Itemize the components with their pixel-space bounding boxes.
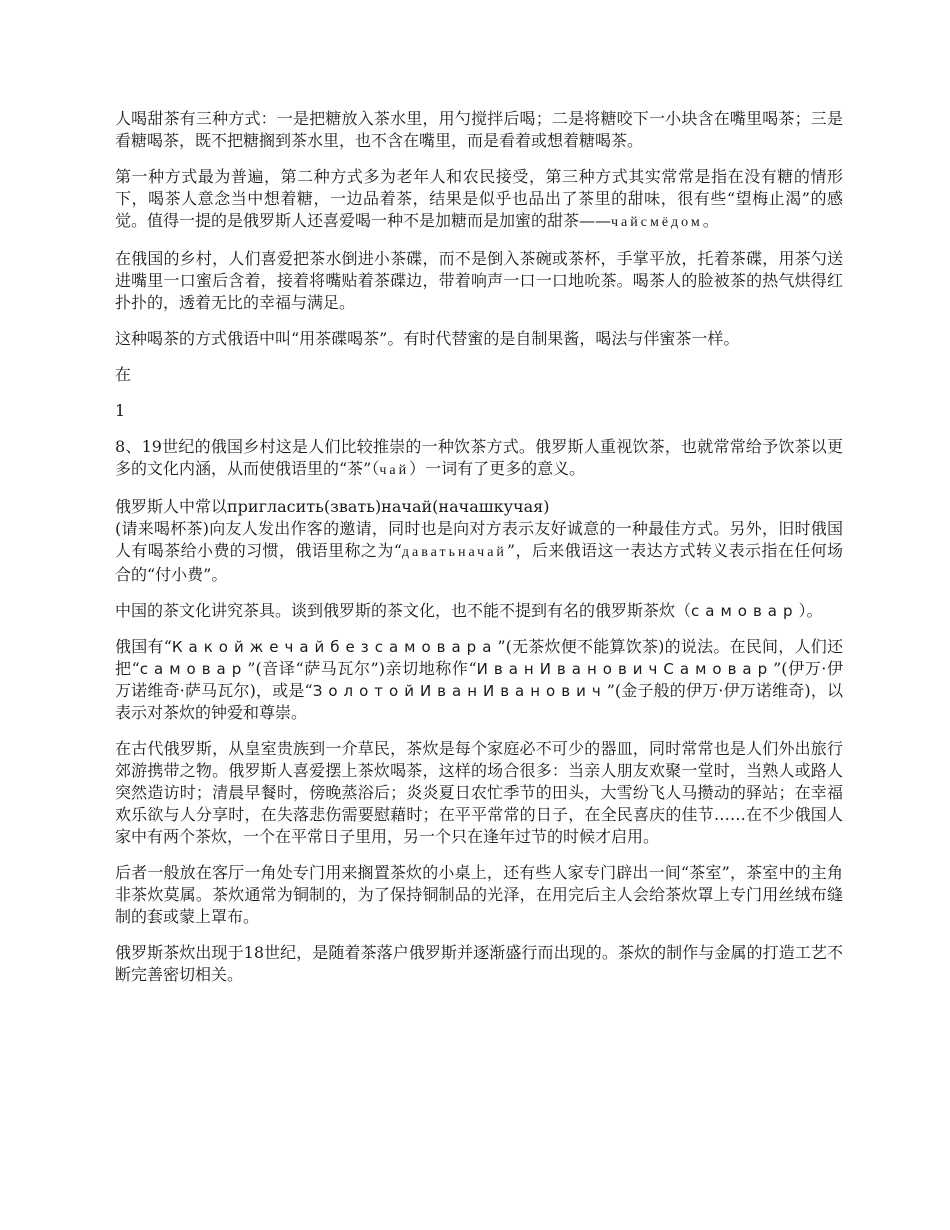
paragraph-text: ”(金子般的伊万·伊万诺维奇)，以表示对茶炊的钟爱和尊崇。 <box>115 681 843 722</box>
paragraph-text: 在 <box>115 365 132 384</box>
paragraph-samovar-origin <box>115 942 843 986</box>
paragraph-common-method <box>115 166 843 234</box>
paragraph-fragment-1 <box>115 400 843 422</box>
paragraph-text: 在俄国的乡村，人们喜爱把茶水倒进小茶碟，而不是倒入茶碗或茶杯，手掌平放，托着茶碟，用茶勺送进嘴里一口蜜后含着，接着将嘴贴着茶碟边，带着响声一口一口地吮茶。喝茶人的脸被茶的热气烘得红扑扑的，透着无比的幸福与满足。 <box>115 249 843 312</box>
russian-term: Какойжечайбезсамовара <box>171 638 498 656</box>
paragraph-text: ”(无茶炊便不能算饮茶)的说法。在民间，人们还把“ <box>115 637 843 678</box>
paragraph-saucer-name <box>115 328 843 350</box>
paragraph-text: 俄国有“ <box>115 637 172 656</box>
paragraph-text: 后者一般放在客厅一角处专门用来搁置茶炊的小桌上，还有些人家专门辟出一间“茶室”，茶室中的主角非茶炊莫属。茶炊通常为铜制的，为了保持铜制品的光泽，在用完后主人会给茶炊罩上专门用丝绒布缝制的套或蒙上罩布。 <box>115 863 843 926</box>
russian-term: чай <box>379 463 410 478</box>
paragraph-fragment-zai <box>115 364 843 386</box>
paragraph-text: 人喝甜茶有三种方式：一是把糖放入茶水里，用勺搅拌后喝；二是将糖咬下一小块含在嘴里喝茶；三是看糖喝茶，既不把糖搁到茶水里，也不含在嘴里，而是看着或想着糖喝茶。 <box>115 109 843 150</box>
russian-term: чайсмёдом <box>611 215 703 230</box>
russian-term: даватьначай <box>401 545 507 560</box>
paragraph-text: (请来喝杯茶)向友人发出作客的邀请，同时也是向对方表示友好诚意的一种最佳方式。另外，旧时俄国人有喝茶给小费的习惯，俄语里称之为“ <box>115 519 843 560</box>
paragraph-sweet-tea-methods <box>115 108 843 152</box>
russian-term: самовар <box>139 660 248 678</box>
paragraph-text: 中国的茶文化讲究茶具。谈到俄罗斯的茶文化，也不能不提到有名的俄罗斯茶炊（ <box>115 601 692 620</box>
paragraph-text: 在古代俄罗斯，从皇室贵族到一介草民，茶炊是每个家庭必不可少的器皿，同时常常也是人们外出旅行郊游携带之物。俄罗斯人喜爱摆上茶炊喝茶，这样的场合很多：当亲人朋友欢聚一堂时，当熟人或路人突然造访时；清晨早餐时，傍晚蒸浴后；炎炎夏日农忙季节的田头，大雪纷飞人马攒动的驿站；在幸福欢乐欲与人分享时，在失落悲伤需要慰藉时；在平平常常的日子，在全民喜庆的佳节……在不少俄国人家中有两个茶炊，一个在平常日子里用，另一个只在逢年过节的时候才启用。 <box>115 739 843 846</box>
paragraph-text: ”(伊万·伊万诺维奇·萨马瓦尔)，或是“ <box>115 659 843 700</box>
paragraph-ancient-russia <box>115 738 843 848</box>
paragraph-lead: 俄罗斯人中常以 <box>115 497 228 516</box>
paragraph-text: 这种喝茶的方式俄语中叫“用茶碟喝茶”。有时代替蜜的是自制果酱，喝法与伴蜜茶一样。 <box>115 329 740 348</box>
paragraph-tail: ”，后来俄语这一表达方式转义表示指在任何场合的“付小费”。 <box>115 541 843 584</box>
paragraph-text: 1 <box>115 401 126 420</box>
paragraph-text: ”(音译“萨马瓦尔”)亲切地称作“ <box>247 659 477 678</box>
paragraph-village-saucer <box>115 248 843 314</box>
paragraph-invitation <box>115 496 843 586</box>
paragraph-text: 第一种方式最为普遍，第二种方式多为老年人和农民接受，第三种方式其实常常是指在没有糖的情形下，喝茶人意念当中想着糖，一边品着茶，结果是似乎也品出了茶里的甜味，很有些“望梅止渴”的感觉。值得一提的是俄罗斯人还喜爱喝一种不是加糖而是加蜜的甜茶—— <box>115 167 843 230</box>
paragraph-text: 8、19世纪的俄国乡村这是人们比较推崇的一种饮茶方式。俄罗斯人重视饮茶，也就常常给予饮茶以更多的文化内涵，从而使俄语里的“茶”（ <box>115 437 843 478</box>
paragraph-tea-ware <box>115 600 843 622</box>
document-body <box>115 108 843 1000</box>
paragraph-tail: ）。 <box>798 601 823 620</box>
russian-term: ЗолотойИванИванович <box>312 682 607 700</box>
paragraph-tea-room <box>115 862 843 928</box>
paragraph-text: 俄罗斯茶炊出现于18世纪，是随着茶落户俄罗斯并逐渐盛行而出现的。茶炊的制作与金属的打造工艺不断完善密切相关。 <box>115 943 843 984</box>
russian-term: ИванИвановичСамовар <box>476 660 774 678</box>
paragraph-tail: ）一词有了更多的意义。 <box>409 459 586 478</box>
paragraph-samovar-saying <box>115 636 843 724</box>
paragraph-tail: 。 <box>702 211 719 230</box>
russian-term: самовар <box>691 602 799 620</box>
russian-phrase: пригласить(звать)начай(начашкучая) <box>227 497 550 516</box>
paragraph-19th-century <box>115 436 843 482</box>
